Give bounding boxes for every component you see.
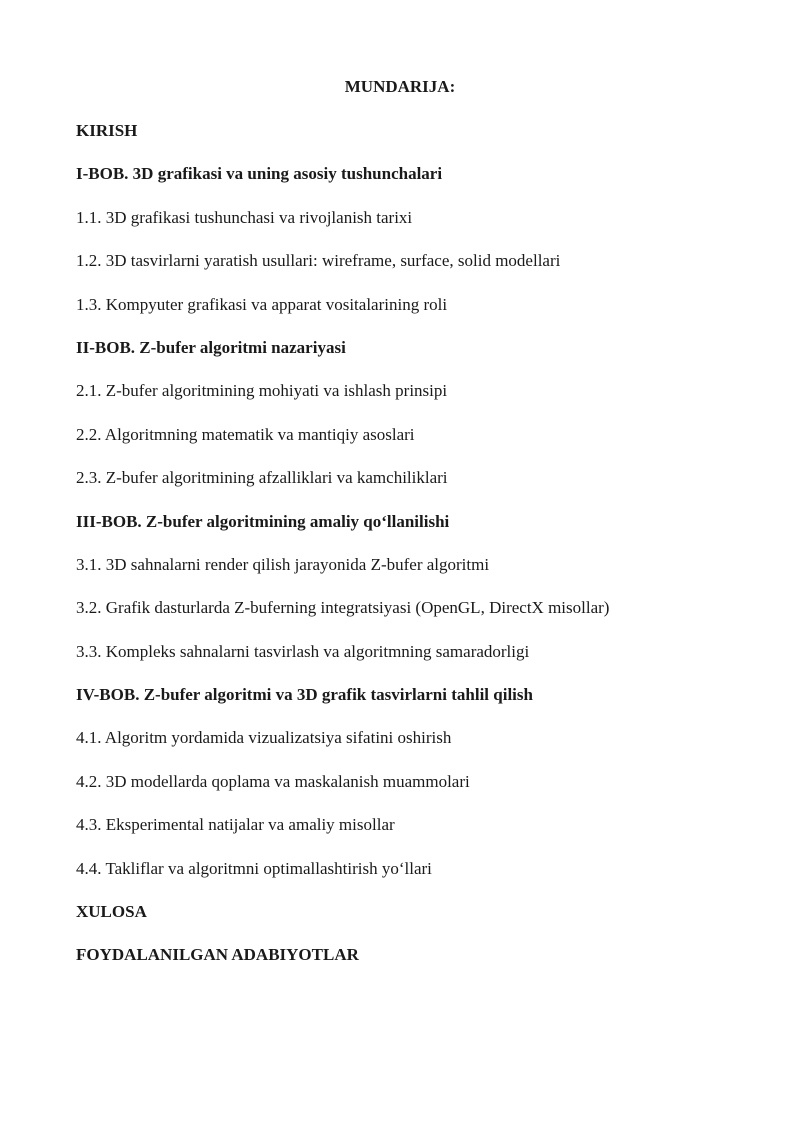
toc-section-entry: 4.4. Takliflar va algoritmni optimallashtirish yo‘llari [76, 858, 432, 878]
toc-section-entry: 3.2. Grafik dasturlarda Z-buferning integratsiyasi (OpenGL, DirectX misollar) [76, 598, 610, 618]
toc-chapter-heading: XULOSA [76, 902, 147, 922]
toc-section-entry: 2.3. Z-bufer algoritmining afzalliklari va kamchiliklari [76, 468, 448, 488]
toc-chapter-heading: III-BOB. Z-bufer algoritmining amaliy qo‘llanilishi [76, 511, 450, 531]
toc-section-entry: 4.3. Eksperimental natijalar va amaliy misollar [76, 815, 395, 835]
toc-section-entry: 2.1. Z-bufer algoritmining mohiyati va ishlash prinsipi [76, 381, 448, 401]
table-of-contents [76, 120, 756, 988]
toc-section-entry: 2.2. Algoritmning matematik va mantiqiy asoslari [76, 424, 415, 444]
toc-section-entry: 4.2. 3D modellarda qoplama va maskalanish muammolari [76, 771, 470, 791]
toc-chapter-heading: II-BOB. Z-bufer algoritmi nazariyasi [76, 337, 346, 357]
toc-section-entry: 4.1. Algoritm yordamida vizualizatsiya sifatini oshirish [76, 728, 452, 748]
toc-section-entry: 1.2. 3D tasvirlarni yaratish usullari: wireframe, surface, solid modellari [76, 251, 561, 271]
toc-chapter-heading: KIRISH [76, 121, 138, 140]
toc-section-entry: 1.1. 3D grafikasi tushunchasi va rivojlanish tarixi [76, 207, 413, 227]
toc-section-entry: 3.1. 3D sahnalarni render qilish jarayonida Z-bufer algoritmi [76, 554, 490, 574]
toc-section-entry: 1.3. Kompyuter grafikasi va apparat vositalarining roli [76, 294, 448, 314]
toc-title: MUNDARIJA: [344, 77, 456, 96]
toc-section-entry: 3.3. Kompleks sahnalarni tasvirlash va algoritmning samaradorligi [76, 641, 530, 661]
toc-chapter-heading: I-BOB. 3D grafikasi va uning asosiy tushunchalari [76, 164, 443, 184]
toc-chapter-heading: FOYDALANILGAN ADABIYOTLAR [76, 945, 359, 965]
toc-chapter-heading: IV-BOB. Z-bufer algoritmi va 3D grafik tasvirlarni tahlil qilish [76, 685, 533, 705]
